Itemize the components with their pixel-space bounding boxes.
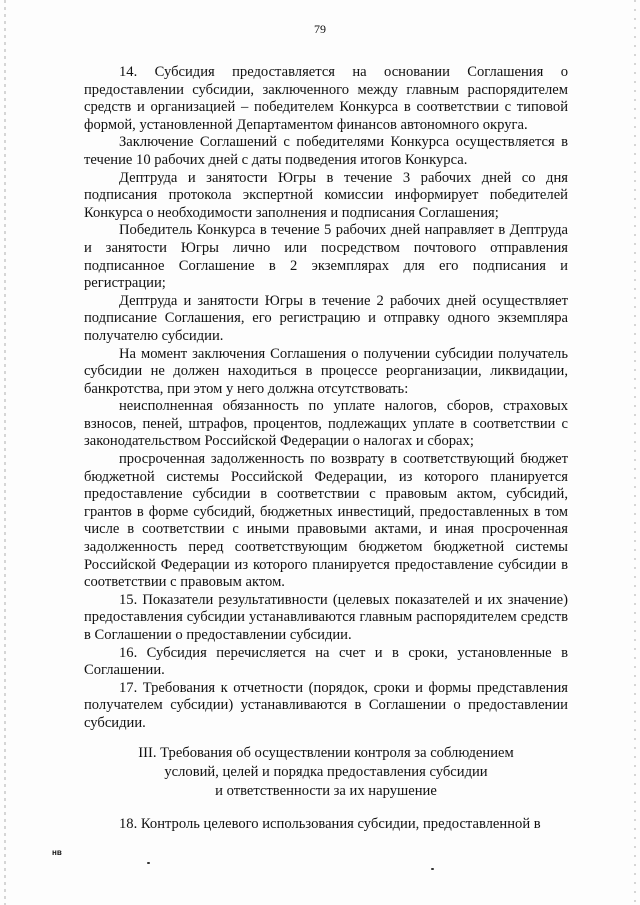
paragraph-recipient-conditions: На момент заключения Соглашения о получении субсидии получатель субсидии не должен находиться в процессе реорганизации, ликвидации, банкротства, при этом у него должна отсутствовать: — [84, 345, 568, 397]
scan-edge-left — [4, 0, 6, 905]
paragraph-overdue-debt: просроченная задолженность по возврату в соответствующий бюджет бюджетной системы Российской Федерации, из которого планируется предоставление субсидии в соответствии с правовым актом, субсидий, грантов в форме субсидий, бюджетных инвестиций, предоставленных в том числе в соответствии с иными правовыми актами, и иная просроченная задолженность перед соответствующим бюджетом бюджетной системы Российской Федерации из которого планируется предоставление субсидии в соответствии с правовым актом. — [84, 451, 568, 591]
page-number: 79 — [314, 22, 326, 36]
body-text — [84, 64, 568, 733]
paragraph-registration: Дептруда и занятости Югры в течение 2 рабочих дней осуществляет подписание Соглашения, его регистрацию и отправку одного экземпляра получателю субсидии. — [84, 292, 568, 344]
scan-speck — [431, 868, 434, 870]
section-heading-line-2: условий, целей и порядка предоставления субсидии — [164, 764, 488, 780]
paragraph-notification: Дептруда и занятости Югры в течение 3 рабочих дней со дня подписания протокола экспертной комиссии информирует победителей Конкурса о необходимости заполнения и подписания Соглашения; — [84, 169, 568, 221]
section-heading — [84, 744, 568, 801]
footer-code: нв — [52, 848, 62, 857]
paragraph-16: 16. Субсидия перечисляется на счет и в сроки, установленные в Соглашении. — [84, 644, 568, 679]
paragraph-14: 14. Субсидия предоставляется на основании Соглашения о предоставлении субсидии, заключенного между главным распорядителем средств и организацией – победителем Конкурса в соответствии с типовой формой, установленной Департаментом финансов автономного округа. — [84, 64, 568, 133]
paragraph-agreement-term: Заключение Соглашений с победителями Конкурса осуществляется в течение 10 рабочих дней с даты подведения итогов Конкурса. — [84, 134, 568, 168]
paragraph-17: 17. Требования к отчетности (порядок, сроки и формы представления получателем субсидии) устанавливаются в Соглашении о предоставлении субсидии. — [84, 679, 568, 731]
scan-speck — [147, 862, 150, 864]
section-heading-line-3: и ответственности за их нарушение — [215, 783, 437, 799]
paragraph-tax-obligations: неисполненная обязанность по уплате налогов, сборов, страховых взносов, пеней, штрафов, процентов, подлежащих уплате в соответствии с законодательством Российской Федерации о налогах и сборах; — [84, 398, 568, 450]
section-heading-line-1: III. Требования об осуществлении контроля за соблюдением — [138, 745, 514, 761]
paragraph-18-container — [84, 816, 568, 834]
paragraph-15: 15. Показатели результативности (целевых показателей и их значение) предоставления субсидии устанавливаются главным распорядителем средств в Соглашении о предоставлении субсидии. — [84, 591, 568, 643]
paragraph-winner-sends: Победитель Конкурса в течение 5 рабочих дней направляет в Дептруда и занятости Югры лично или посредством почтового отправления подписанное Соглашение в 2 экземплярах для его подписания и регистрации; — [84, 222, 568, 292]
scan-edge-right — [634, 0, 636, 905]
paragraph-18: 18. Контроль целевого использования субсидии, предоставленной в — [119, 816, 541, 832]
